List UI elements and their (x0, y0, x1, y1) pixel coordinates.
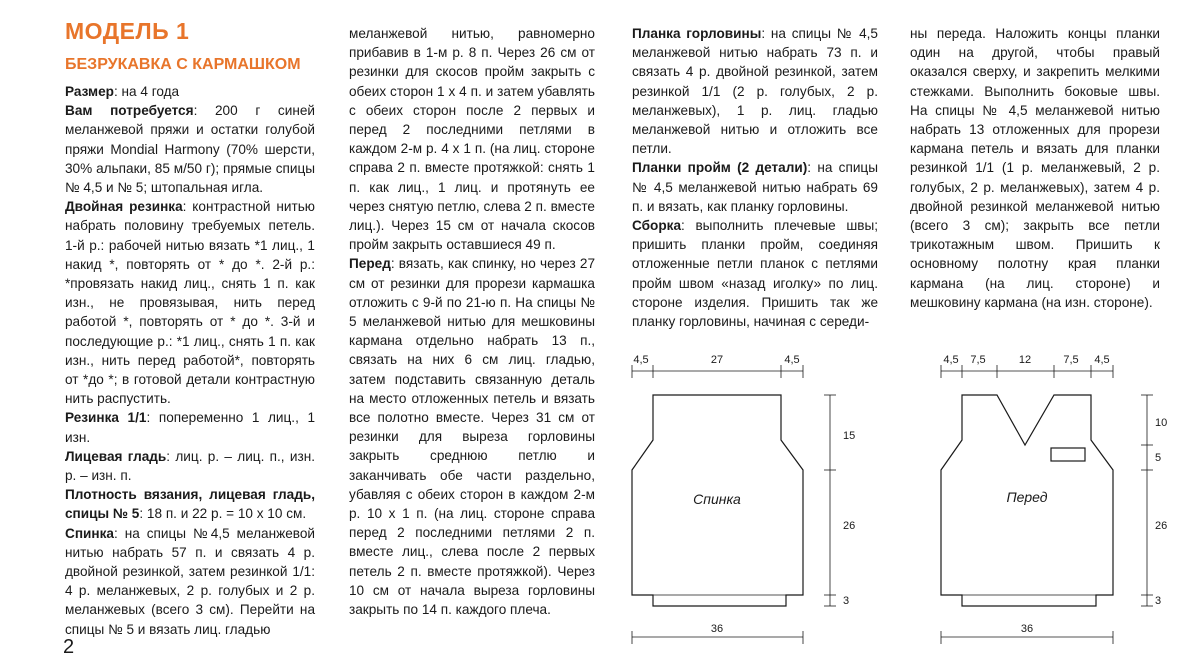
paragraph-text: : вязать, как спинку, но через 27 см от резинки для прорези кармашка отложить с 9-й по 21-ю п. На спицы № 5 меланжевой нитью для мешковины кармана отдельно набрать 13 п., связать на них 6 см лиц. гладью, затем подставить связанную деталь на место отложенных петель и вязать все полотно вместе. Через 31 см от резинки для выреза горловины закрыть среднюю петлю и заканчивать обе части раздельно, убавляя с обеих сторон в каждом 2-м р. 10 х 1 п. (на лиц. стороне справа перед 2 последними петлями 2 п. вместе лиц., слева после 2 первых петель 2 п. вместе протяжкой). Через 10 см от начала выреза горловины закрыть по 14 п. каждого плеча. (349, 256, 595, 618)
back-right-dim-3: 3 (843, 595, 850, 607)
model-subtitle: БЕЗРУКАВКА С КАРМАШКОМ (65, 56, 301, 73)
paragraph-text: : на спицы № 4,5 меланжевой нитью набрать 73 п. и связать 4 р. двойной резинкой, затем резинкой 1/1 (2 р. голубых, 2 р. меланжевых), 1 р. лиц. гладью меланжевой нитью и отложить все петли. (632, 26, 878, 157)
back-bottom-dim: 36 (710, 623, 724, 635)
paragraph-heading: Планка горловины (632, 26, 762, 41)
pocket-rect (1051, 448, 1085, 461)
front-top-dim-1: 4,5 (943, 354, 959, 366)
back-diagram (632, 354, 855, 644)
paragraph-text: : лиц. р. – лиц. п., изн. р. – изн. п. (65, 448, 315, 484)
back-top-dim-2: 27 (710, 354, 724, 366)
paragraph-heading: Спинка (65, 525, 114, 541)
paragraph-text: : 200 г синей меланжевой пряжи и остатки голубой пряжи Mondial Harmony (70% шерсти, 30% альпаки, 85 м/50 г); прямые спицы № 4,5 и № 5; штопальная игла. (65, 103, 315, 196)
paragraph-text: : на спицы №4,5 меланжевой нитью набрать 57 п. и связать 4 р. двойной резинкой, затем резинкой 1/1: 4 р. меланжевых, 2 р. голубых и 2 р. меланжевых (всего 3 см). Перейти на спицы № 5 и вязать лиц. гладью (65, 525, 315, 637)
paragraph-text: : на 4 года (113, 84, 180, 99)
front-top-dim-3: 12 (1018, 354, 1032, 366)
front-right-dim-3: 26 (1155, 520, 1168, 532)
paragraph-text: : попеременно 1 лиц., 1 изн. (65, 410, 316, 445)
paragraph-heading: Плотность вязания, лицевая гладь, спицы № 5 (65, 487, 315, 522)
model-title: МОДЕЛЬ 1 (65, 18, 190, 44)
back-label: Спинка (693, 491, 741, 507)
back-top-dim-1: 4,5 (633, 354, 649, 366)
paragraph-heading: Размер (65, 84, 114, 99)
front-bottom-dim: 36 (1020, 623, 1034, 635)
paragraph-heading: Резинка 1/1 (65, 410, 147, 426)
paragraph-text: меланжевой нитью, равномерно прибавив в 1-м р. 8 п. Через 26 см от резинки для скосов пройм закрыть с обеих сторон 1 х 4 п. и затем убавлять с обеих сторон после 2 первых и перед 2 последними петлями в каждом 2-м р. 4 х 1 п. (на лиц. стороне справа 2 п. вместе протяжкой: снять 1 п. как лиц., 1 лиц. и протянуть ее через снятую петлю, слева 2 п. вместе лиц.). Через 15 см от начала скосов пройм закрыть оставшиеся 49 п. (349, 26, 595, 253)
paragraph-text: : на спицы № 4,5 меланжевой нитью набрать 69 п. и вязать, как планку горловины. (632, 160, 878, 214)
paragraph-text: ны переда. Наложить концы планки один на другой, чтобы правый оказался сверху, и закрепить мелкими стежками. Выполнить боковые швы. На спицы № 4,5 меланжевой нитью набрать 13 отложенных для прорези кармана петель и вязать для планки резинкой 1/1 (1 р. меланжевый, 2 р. голубых, 2 р. меланжевых), затем 4 р. двойной резинкой меланжевой нитью (всего 3 см); закрыть все петли трикотажным швом. Пришить к основному полотну края планки кармана (на лиц. стороне) и мешковину кармана (на изн. стороне). (910, 26, 1160, 310)
back-right-dim-1: 15 (843, 430, 856, 442)
back-top-dim-3: 4,5 (784, 354, 800, 366)
paragraph-heading: Лицевая гладь (65, 448, 167, 464)
paragraph-heading: Планки пройм (2 детали) (632, 160, 808, 176)
paragraph-text: : контрастной нитью набрать половину требуемых петель. 1-й р.: рабочей нитью вязать *1 лиц., 1 накид *, повторять от * до *. 2-й р.: *провязать накид лиц., снять 1 п. как изн., не провязывая, нить перед работой *, повторять от * до *. 3-й и последующие р.: *1 лиц., снять 1 п. как изн., нить перед работой*, повторять от *до *; в готовой детали контрастную нить распустить. (65, 199, 315, 407)
paragraph-text: : выполнить плечевые швы; пришить планки пройм, соединяя отложенные петли планок с петлями пройм швом «назад иголку» по лиц. стороне изделия. Пришить так же планку горловины, начиная с середи- (632, 218, 878, 330)
front-diagram (941, 354, 1167, 644)
back-right-dim-2: 26 (843, 520, 856, 532)
front-right-dim-4: 3 (1155, 595, 1162, 607)
front-right-dim-1: 10 (1155, 417, 1168, 429)
paragraph-heading: Перед (349, 256, 391, 272)
front-top-dim-2: 7,5 (970, 354, 986, 366)
paragraph-heading: Двойная резинка (65, 199, 183, 215)
paragraph-heading: Вам потребуется (65, 103, 194, 119)
front-label: Перед (1006, 489, 1048, 505)
paragraph-text: : 18 п. и 22 р. = 10 х 10 см. (139, 506, 307, 522)
front-top-dim-4: 7,5 (1063, 354, 1079, 366)
paragraph-heading: Сборка (632, 218, 682, 234)
front-top-dim-5: 4,5 (1094, 354, 1110, 366)
front-right-dim-2: 5 (1155, 452, 1162, 464)
page-number: 2 (63, 636, 75, 658)
